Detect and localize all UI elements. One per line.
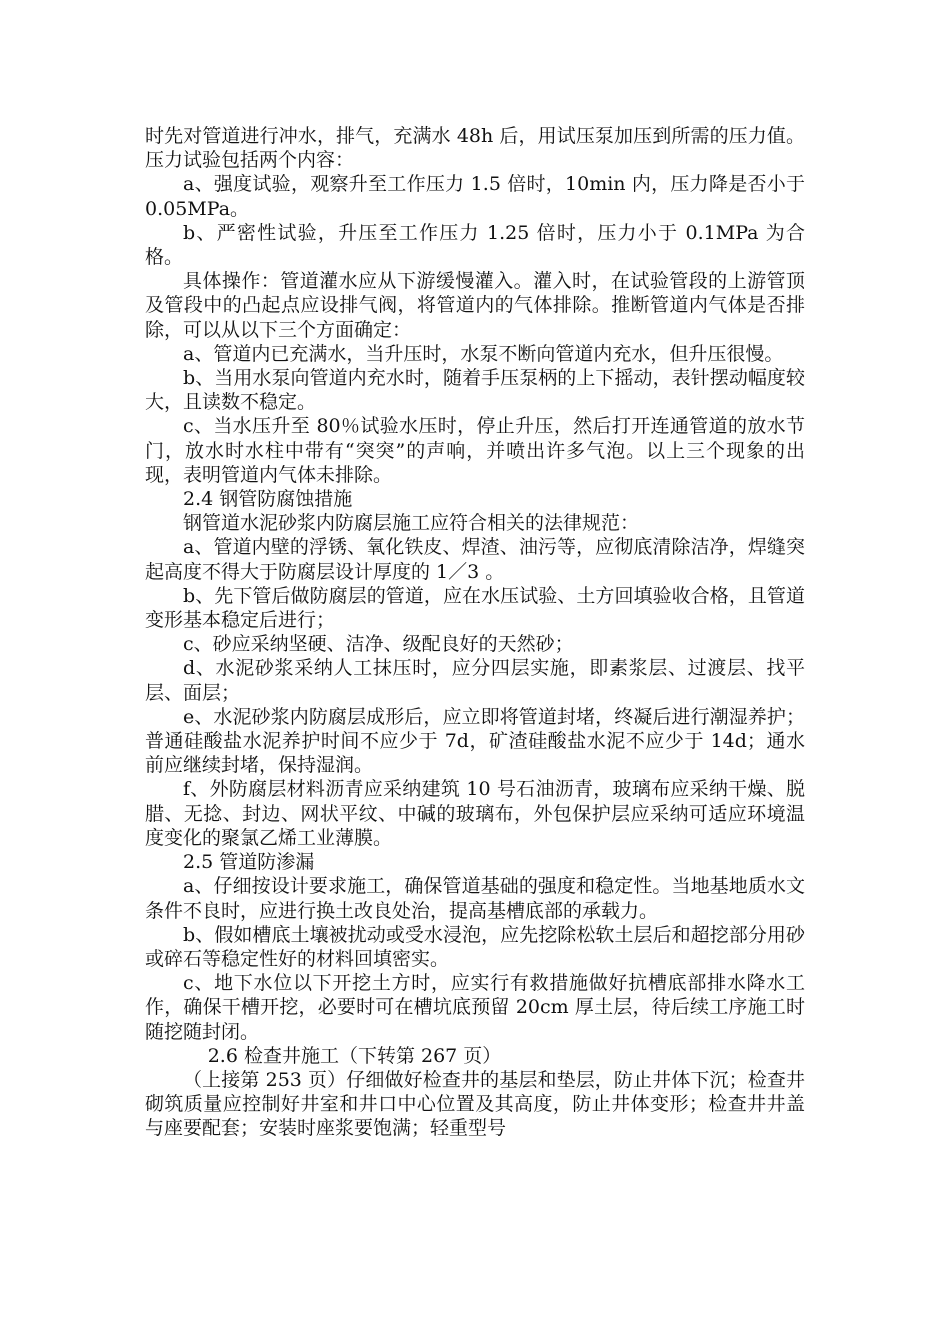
paragraph: c、砂应采纳坚硬、洁净、级配良好的天然砂； bbox=[183, 633, 574, 656]
paragraph: a、仔细按设计要求施工，确保管道基础的强度和稳定性。当地基地质水文条件不良时，应进行换土改良处治，提高基槽底部的承载力。 bbox=[145, 875, 805, 922]
paragraph: f、外防腐层材料沥青应采纳建筑 10 号石油沥青，玻璃布应采纳干燥、脱腊、无捻、封边、网状平纹、中碱的玻璃布，外包保护层应采纳可适应环境温度变化的聚氯乙烯工业薄膜。 bbox=[145, 778, 805, 849]
paragraph: e、水泥砂浆内防腐层成形后，应立即将管道封堵，终凝后进行潮湿养护；普通硅酸盐水泥养护时间不应少于 7d，矿渣硅酸盐水泥不应少于 14d；通水前应继续封堵，保持湿润。 bbox=[145, 705, 805, 777]
paragraph: c、地下水位以下开挖土方时，应实行有救措施做好抗槽底部排水降水工作，确保干槽开挖，必要时可在槽坑底预留 20cm 厚土层，待后续工序施工时随挖随封闭。 bbox=[145, 972, 805, 1043]
section-heading: 2.5 管道防渗漏 bbox=[183, 851, 315, 874]
section-heading: 2.6 检查井施工（下转第 267 页） bbox=[207, 1044, 502, 1067]
paragraph: b、假如槽底土壤被扰动或受水浸泡，应先挖除松软土层后和超挖部分用砂或碎石等稳定性好的材料回填密实。 bbox=[145, 923, 805, 970]
paragraph: b、严密性试验，升压至工作压力 1.25 倍时，压力小于 0.1MPa 为合格。 bbox=[145, 221, 805, 269]
section-heading: 2.4 钢管防腐蚀措施 bbox=[183, 488, 353, 511]
paragraph: d、水泥砂浆采纳人工抹压时，应分四层实施，即素浆层、过渡层、找平层、面层； bbox=[145, 657, 805, 704]
paragraph: 具体操作：管道灌水应从下游缓慢灌入。灌入时，在试验管段的上游管顶及管段中的凸起点应设排气阀，将管道内的气体排除。推断管道内气体是否排除，可以从以下三个方面确定： bbox=[145, 270, 805, 341]
paragraph: a、管道内壁的浮锈、氧化铁皮、焊渣、油污等，应彻底清除洁净，焊缝突起高度不得大于防腐层设计厚度的 1／3 。 bbox=[145, 536, 805, 583]
paragraph: b、当用水泵向管道内充水时，随着手压泵柄的上下摇动，表针摆动幅度较大，且读数不稳定。 bbox=[145, 367, 805, 414]
paragraph: b、先下管后做防腐层的管道，应在水压试验、土方回填验收合格，且管道变形基本稳定后进行； bbox=[145, 584, 805, 632]
paragraph: a、强度试验，观察升至工作压力 1.5 倍时，10min 内，压力降是否小于 0.05MPa。 bbox=[145, 173, 805, 220]
paragraph: （上接第 253 页）仔细做好检查井的基层和垫层，防止井体下沉；检查井砌筑质量应控制好井室和井口中心位置及其高度，防止井体变形；检查井井盖与座要配套；安装时座浆要饱满；轻重型号 bbox=[145, 1068, 805, 1140]
paragraph: 时先对管道进行冲水，排气，充满水 48h 后，用试压泵加压到所需的压力值。压力试验包括两个内容： bbox=[145, 125, 805, 172]
paragraph: 钢管道水泥砂浆内防腐层施工应符合相关的法律规范： bbox=[183, 512, 640, 535]
document-body bbox=[145, 124, 805, 1141]
paragraph: a、管道内已充满水，当升压时，水泵不断向管道内充水，但升压很慢。 bbox=[183, 342, 784, 365]
paragraph: c、当水压升至 80％试验水压时，停止升压，然后打开连通管道的放水节门，放水时水柱中带有“突突”的声响，并喷出许多气泡。以上三个现象的出现，表明管道内气体未排除。 bbox=[145, 415, 805, 486]
